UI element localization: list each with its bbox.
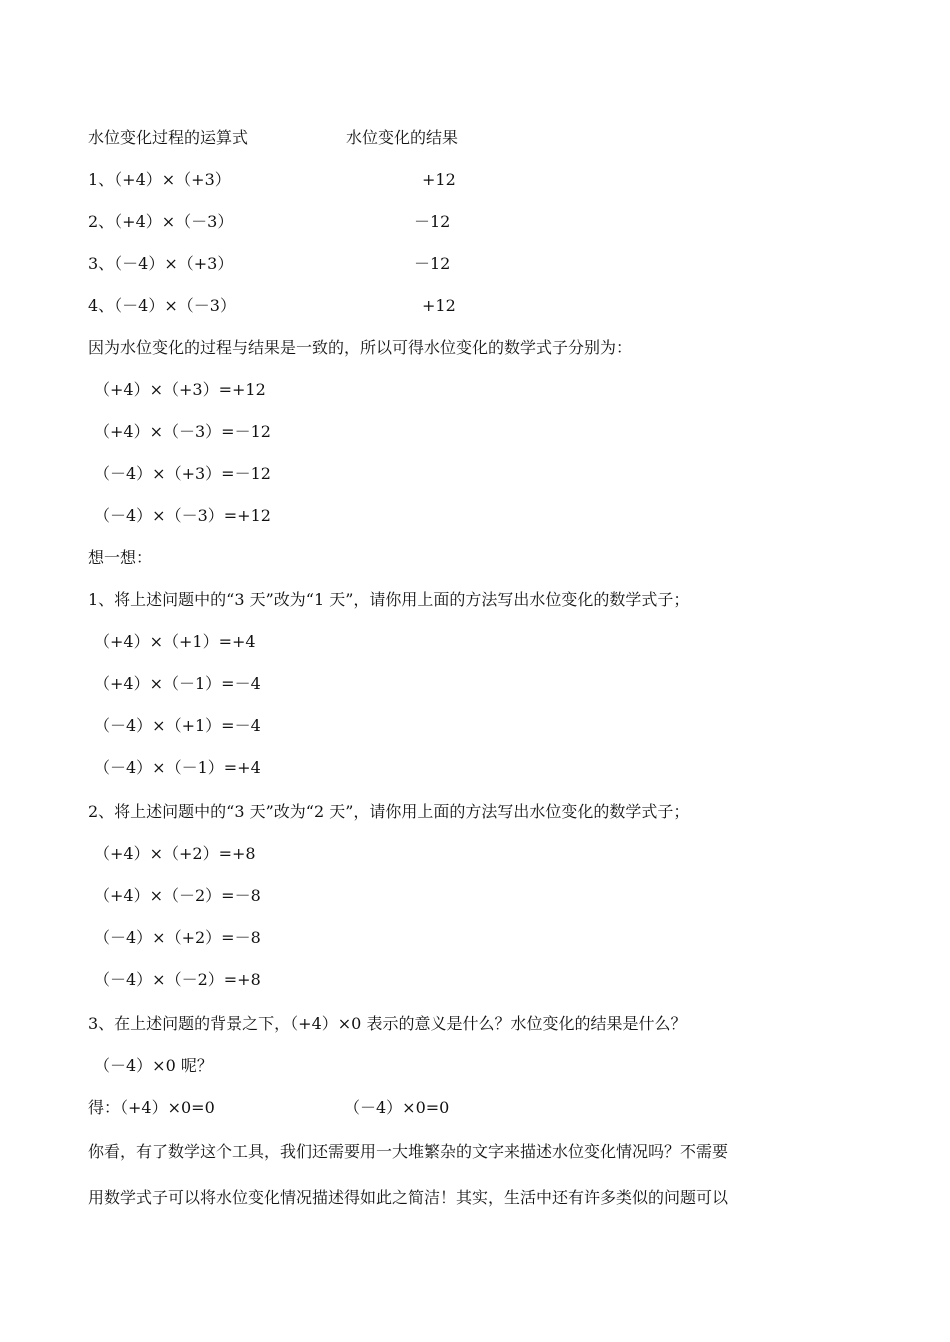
equation: （－4）×（－1）=+4 [94,758,261,777]
question-3b: （－4）×0 呢？ [94,1056,213,1075]
result-right: （－4）×0=0 [344,1098,450,1117]
table-row-expr: 3、（－4）×（+3） [88,254,234,273]
equation: （+4）×（－2）=－8 [94,886,261,905]
equation: （+4）×（+1）=+4 [94,632,256,651]
table-row-expr: 1、（+4）×（+3） [88,170,231,189]
paragraph-line-1: 你看，有了数学这个工具，我们还需要用一大堆繁杂的文字来描述水位变化情况吗？不需要 [88,1142,729,1161]
conclusion-text: 因为水位变化的过程与结果是一致的，所以可得水位变化的数学式子分别为： [88,338,633,357]
equation: （+4）×（－3）=－12 [94,422,271,441]
header-process: 水位变化过程的运算式 [88,128,249,147]
table-row-expr: 2、（+4）×（－3） [88,212,234,231]
think-title: 想一想： [88,548,153,567]
question-3: 3、在上述问题的背景之下，（+4）×0 表示的意义是什么？水位变化的结果是什么？ [88,1014,687,1033]
result-left: 得：（+4）×0=0 [88,1098,215,1117]
table-row-result: －12 [414,212,451,231]
equation: （－4）×（－2）=+8 [94,970,261,989]
header-result: 水位变化的结果 [346,128,459,147]
table-row-expr: 4、（－4）×（－3） [88,296,236,315]
equation: （+4）×（+3）=+12 [94,380,266,399]
equation: （－4）×（+2）=－8 [94,928,261,947]
question-2: 2、将上述问题中的“3 天”改为“2 天”，请你用上面的方法写出水位变化的数学式子； [88,802,690,821]
table-row-result: +12 [422,296,456,315]
table-row-result: +12 [422,170,456,189]
paragraph-line-2: 用数学式子可以将水位变化情况描述得如此之简洁！其实，生活中还有许多类似的问题可以 [88,1188,729,1207]
equation: （+4）×（+2）=+8 [94,844,256,863]
question-1: 1、将上述问题中的“3 天”改为“1 天”，请你用上面的方法写出水位变化的数学式子； [88,590,690,609]
equation: （－4）×（+3）=－12 [94,464,271,483]
equation: （+4）×（－1）=－4 [94,674,261,693]
equation: （－4）×（+1）=－4 [94,716,261,735]
table-row-result: －12 [414,254,451,273]
equation: （－4）×（－3）=+12 [94,506,271,525]
